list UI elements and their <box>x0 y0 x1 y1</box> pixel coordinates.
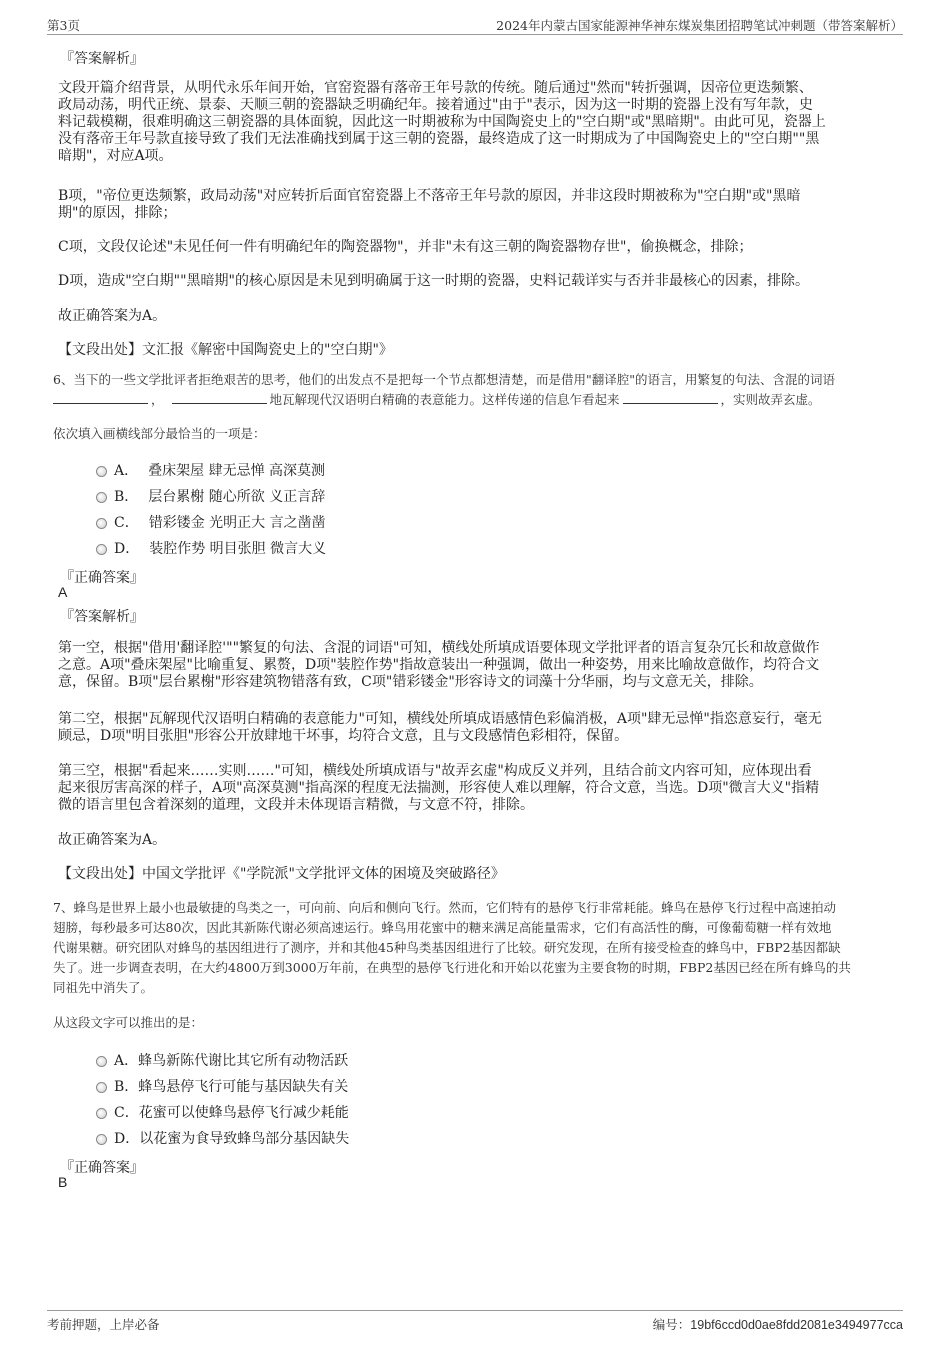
q6-analysis-para1 <box>58 640 819 691</box>
radio-button[interactable] <box>96 466 107 477</box>
text-line: 之意。A项"叠床架屋"比喻重复、累赘，D项"装腔作势"指故意装出一种强调，做出一种姿势，用来比喻故意做作，均符合文 <box>58 657 820 673</box>
radio-button[interactable] <box>96 1082 107 1093</box>
text-line: 第二空，根据"瓦解现代汉语明白精确的表意能力"可知，横线处所填成语感情色彩偏消极，A项"肆无忌惮"指恣意妄行，毫无 <box>58 711 822 727</box>
document-title: 2024年内蒙古国家能源神华神东煤炭集团招聘笔试冲刺题（带答案解析） <box>496 18 903 33</box>
option-letter: A． <box>114 1053 139 1069</box>
footer-slogan: 考前押题，上岸必备 <box>47 1317 160 1332</box>
option-text: 层台累榭 随心所欲 义正言辞 <box>148 489 326 505</box>
q6-conclusion: 故正确答案为A。 <box>58 832 167 848</box>
text-line: 没有落帝王年号款直接导致了我们无法准确找到属于这三朝的瓷器，最终造成了这一时期成为了中国陶瓷史上的"空白期""黑 <box>58 131 820 147</box>
q6-analysis-para3 <box>58 763 819 814</box>
document-id: 编号：19bf6ccd0d0ae8fdd2081e3494977cca <box>652 1318 903 1332</box>
correct-answer-value: A <box>58 584 68 600</box>
text-line: 政局动荡，明代正统、景泰、天顺三朝的瓷器缺乏明确纪年。接着通过"由于"表示，因为这一时期的瓷器上没有写年款，史 <box>58 97 813 113</box>
stem-line: 失了。进一步调查表明，在大约4800万到3000万年前，在典型的悬停飞行进化和开始以花蜜为主要食物的时期，FBP2基因已经在所有蜂鸟的共 <box>53 960 851 975</box>
text-line: 微的语言里包含着深刻的道理，文段并未体现语言精微，与文意不符，排除。 <box>58 797 534 813</box>
option-letter: D． <box>114 541 140 557</box>
stem-line <box>53 390 913 410</box>
option-text: 错彩镂金 光明正大 言之凿凿 <box>148 515 326 531</box>
option-letter: C． <box>114 515 139 531</box>
q7-prompt: 从这段文字可以推出的是： <box>53 1015 204 1030</box>
q5-conclusion: 故正确答案为A。 <box>58 308 167 324</box>
q6-prompt: 依次填入画横线部分最恰当的一项是： <box>53 426 266 441</box>
q5-analysis-para4: D项，造成"空白期""黑暗期"的核心原因是未见到明确属于这一时期的瓷器，史料记载详实与否并非最核心的因素，排除。 <box>58 273 809 289</box>
page-footer <box>47 1310 903 1335</box>
text-line: 暗期"，对应A项。 <box>58 148 173 164</box>
radio-button[interactable] <box>96 544 107 555</box>
stem-line: 代谢果糖。研究团队对蜂鸟的基因组进行了测序，并和其他45种鸟类基因组进行了比较。研究发现，在所有接受检查的蜂鸟中，FBP2基因都缺 <box>53 940 841 955</box>
q5-analysis-para3: C项，文段仅论述"未见任何一件有明确纪年的陶瓷器物"，并非"未有这三朝的陶瓷器物存世"，偷换概念，排除； <box>58 239 753 255</box>
stem-line: 6、当下的一些文学批评者拒绝艰苦的思考，他们的出发点不是把每一个节点都想清楚，而是借用"翻译腔"的语言，用繁复的句法、含混的词语 <box>53 372 835 387</box>
q6-analysis-para2 <box>58 711 822 745</box>
stem-text: 地瓦解现代汉语明白精确的表意能力。这样传递的信息乍看起来 <box>269 392 620 407</box>
q7-stem <box>53 898 913 998</box>
radio-button[interactable] <box>96 1108 107 1119</box>
stem-text: ，实则故弄玄虚。 <box>720 392 821 407</box>
option-text: 装腔作势 明目张胆 微言大义 <box>149 541 327 557</box>
option-text: 蜂鸟悬停飞行可能与基因缺失有关 <box>138 1079 349 1095</box>
q5-source: 【文段出处】文汇报《解密中国陶瓷史上的"空白期"》 <box>58 342 393 358</box>
fill-blank <box>623 391 718 404</box>
option-text: 蜂鸟新陈代谢比其它所有动物活跃 <box>138 1053 349 1069</box>
correct-answer-label: 『正确答案』 <box>60 570 144 586</box>
stem-line: 同祖先中消失了。 <box>53 980 154 995</box>
option-text: 叠床架屋 肆无忌惮 高深莫测 <box>148 463 326 479</box>
option-letter: B． <box>114 489 139 505</box>
text-line: 意，保留。B项"层台累榭"形容建筑物错落有致，C项"错彩镂金"形容诗文的词藻十分华丽，均与文意无关，排除。 <box>58 674 763 690</box>
text-line: 料记载模糊，很难明确这三朝瓷器的具体面貌，因此这一时期被称为中国陶瓷史上的"空白期"或"黑暗期"。由此可见，瓷器上 <box>58 114 826 130</box>
correct-answer-label: 『正确答案』 <box>60 1160 144 1176</box>
text-line: B项，"帝位更迭频繁，政局动荡"对应转折后面官窑瓷器上不落帝王年号款的原因，并非这段时期被称为"空白期"或"黑暗 <box>58 188 801 204</box>
option-text: 以花蜜为食导致蜂鸟部分基因缺失 <box>139 1131 350 1147</box>
text-line: 起来很厉害高深的样子，A项"高深莫测"指高深的程度无法揣测，形容使人难以理解，符合文意，当选。D项"微言大义"指精 <box>58 780 820 796</box>
option-letter: B． <box>114 1079 139 1095</box>
option-letter: D． <box>114 1131 140 1147</box>
analysis-label: 『答案解析』 <box>60 609 144 625</box>
correct-answer-value: B <box>58 1174 68 1190</box>
radio-button[interactable] <box>96 518 107 529</box>
radio-button[interactable] <box>96 1056 107 1067</box>
page-number: 第3页 <box>47 18 80 33</box>
text-line: 文段开篇介绍背景，从明代永乐年间开始，官窑瓷器有落帝王年号款的传统。随后通过"然而"转折强调，因帝位更迭频繁、 <box>58 80 813 96</box>
q6-stem <box>53 370 913 410</box>
option-letter: C． <box>114 1105 139 1121</box>
stem-line: 7、蜂鸟是世界上最小也最敏捷的鸟类之一，可向前、向后和侧向飞行。然而，它们特有的悬停飞行非常耗能。蜂鸟在悬停飞行过程中高速拍动 <box>53 900 836 915</box>
text-line: 顾忌，D项"明目张胆"形容公开放肆地干坏事，均符合文意，且与文段感情色彩相符，保留。 <box>58 728 629 744</box>
page-header <box>47 14 903 35</box>
stem-text: ， <box>151 392 164 407</box>
text-line: 第一空，根据"借用'翻译腔'""繁复的句法、含混的词语"可知，横线处所填成语要体现文学批评者的语言复杂冗长和故意做作 <box>58 640 820 656</box>
radio-button[interactable] <box>96 1134 107 1145</box>
option-text: 花蜜可以使蜂鸟悬停飞行减少耗能 <box>138 1105 349 1121</box>
analysis-label: 『答案解析』 <box>60 51 144 67</box>
q6-source: 【文段出处】中国文学批评《"学院派"文学批评文体的困境及突破路径》 <box>58 866 505 882</box>
fill-blank <box>172 391 267 404</box>
text-line: 第三空，根据"看起来……实则……"可知，横线处所填成语与"故弄玄虚"构成反义并列，且结合前文内容可知，应体现出看 <box>58 763 812 779</box>
radio-button[interactable] <box>96 492 107 503</box>
stem-line: 翅膀，每秒最多可达80次，因此其新陈代谢必须高速运行。蜂鸟用花蜜中的糖来满足高能量需求，它们有高活性的酶，可像葡萄糖一样有效地 <box>53 920 832 935</box>
option-letter: A． <box>114 463 139 479</box>
q5-analysis-para2 <box>58 188 800 222</box>
text-line: 期"的原因，排除； <box>58 205 177 221</box>
fill-blank <box>53 391 148 404</box>
q5-analysis-para1 <box>58 80 826 165</box>
